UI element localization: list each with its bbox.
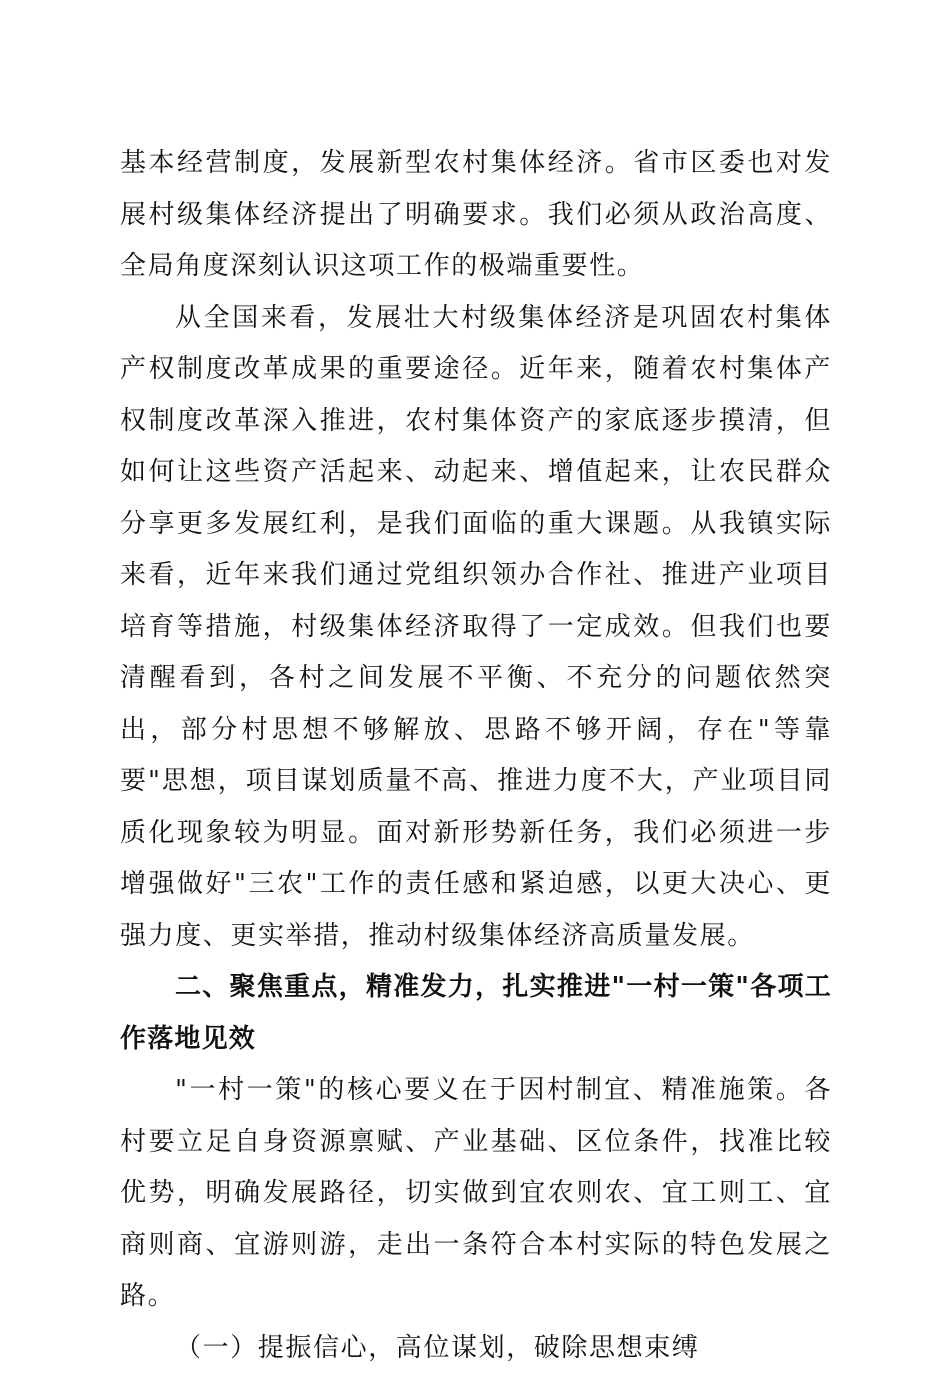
paragraph-continuation: 基本经营制度，发展新型农村集体经济。省市区委也对发展村级集体经济提出了明确要求。我们必须从政治高度、全局角度深刻认识这项工作的极端重要性。: [120, 138, 832, 293]
document-body: [120, 138, 832, 1374]
section-heading: 二、聚焦重点，精准发力，扎实推进"一村一策"各项工作落地见效: [120, 962, 832, 1065]
paragraph-one-village-one-policy: "一村一策"的核心要义在于因村制宜、精准施策。各村要立足自身资源禀赋、产业基础、区位条件，找准比较优势，明确发展路径，切实做到宜农则农、宜工则工、宜商则商、宜游则游，走出一条符合本村实际的特色发展之路。: [120, 1065, 832, 1323]
paragraph-national-view: 从全国来看，发展壮大村级集体经济是巩固农村集体产权制度改革成果的重要途径。近年来，随着农村集体产权制度改革深入推进，农村集体资产的家底逐步摸清，但如何让这些资产活起来、动起来、增值起来，让农民群众分享更多发展红利，是我们面临的重大课题。从我镇实际来看，近年来我们通过党组织领办合作社、推进产业项目培育等措施，村级集体经济取得了一定成效。但我们也要清醒看到，各村之间发展不平衡、不充分的问题依然突出，部分村思想不够解放、思路不够开阔，存在"等靠要"思想，项目谋划质量不高、推进力度不大，产业项目同质化现象较为明显。面对新形势新任务，我们必须进一步增强做好"三农"工作的责任感和紧迫感，以更大决心、更强力度、更实举措，推动村级集体经济高质量发展。: [120, 293, 832, 963]
subsection-heading: （一）提振信心，高位谋划，破除思想束缚: [120, 1323, 832, 1374]
